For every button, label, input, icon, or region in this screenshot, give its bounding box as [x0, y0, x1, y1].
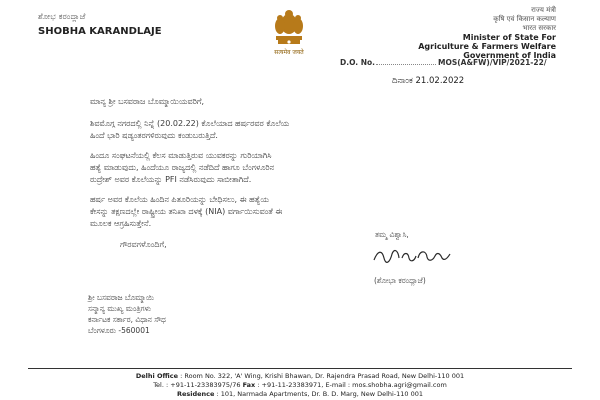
handwritten-signature: [372, 244, 452, 266]
regards: ಗೌರವಗಳೊಂದಿಗೆ,: [120, 240, 167, 249]
emblem-caption: सत्यमेव जयते: [274, 49, 304, 56]
footer-contacts: [0, 381, 600, 389]
paragraph-3-line-2: ಕೇಸನ್ನು ತಕ್ಷಣದಲ್ಲೇ ರಾಷ್ಟ್ರೀಯ ತನಿಖಾ ದಳಕ್ಕೆ (NIA) ವರ್ಗಾಯಿಸುವಂತೆ ಈ: [90, 207, 283, 216]
footer-email: E-mail : mos.shobha.agri@gmail.com: [325, 381, 447, 389]
letter-date: ದಿನಾಂಕ 21.02.2022: [392, 76, 465, 86]
footer-residence-address: : 101, Narmada Apartments, Dr. B. D. Marg, New Delhi-110 001: [216, 390, 424, 398]
footer-delhi-office: [0, 372, 600, 380]
address-line-1: ಶ್ರೀ ಬಸವರಾಜ ಬೊಮ್ಮಾಯಿ: [88, 293, 154, 302]
address-line-4: ಬೆಂಗಳೂರು -560001: [88, 326, 150, 335]
footer-residence-label: Residence: [176, 390, 215, 398]
salutation: ಮಾನ್ಯ ಶ್ರೀ ಬಸವರಾಜ ಬೊಮ್ಮಾಯಿಯವರಿಗೆ,: [90, 97, 205, 106]
footer-delhi-address: : Room No. 322, 'A' Wing, Krishi Bhawan, Dr. Rajendra Prasad Road, New Delhi-110 001: [180, 372, 465, 380]
footer-fax-label: Fax: [242, 381, 256, 389]
do-label: D.O. No.: [340, 58, 376, 67]
footer-fax: : +91-11-23383971,: [257, 381, 324, 389]
paragraph-2-line-1: ಹಿಂದೂ ಸಂಘಟನೆಯಲ್ಲಿ ಕೆಲಸ ಮಾಡುತ್ತಿರುವ ಯುವಕರನ್ನು ಗುರಿಯಾಗಿಸಿ: [90, 151, 272, 160]
do-dots: [376, 64, 436, 65]
address-line-3: ಕರ್ನಾಟಕ ಸರ್ಕಾರ, ವಿಧಾನ ಸೌಧ: [88, 315, 166, 324]
footer-tel: Tel. : +91-11-23383975/76: [153, 381, 241, 389]
footer-delhi-label: Delhi Office: [135, 372, 179, 380]
hindi-title: राज्य मंत्री: [531, 6, 556, 14]
sender-name-english: SHOBHA KARANDLAJE: [38, 26, 162, 37]
closing: ತಮ್ಮ ವಿಶ್ವಾಸಿ,: [375, 230, 409, 239]
paragraph-1-line-1: ಶಿವಮೊಗ್ಗ ನಗರದಲ್ಲಿ ನಿನ್ನೆ (20.02.22) ಕೊಲೆಯಾದ ಹರ್ಷರವರ ಕೊಲೆಯ: [90, 119, 290, 128]
govt-english: Government of India: [463, 51, 556, 60]
paragraph-2-line-3: ರುದ್ರೇಶ್ ಅವರ ಕೊಲೆಯನ್ನು PFI ನಡೆಸಿರುವುದು ಸಾಬೀತಾಗಿದೆ.: [90, 175, 252, 184]
footer-rule: [28, 368, 572, 369]
paragraph-3-line-1: ಹರ್ಷ ಅವರ ಕೊಲೆಯ ಹಿಂದಿನ ಪಿತೂರಿಯನ್ನು ಬೇಧಿಸಲು, ಈ ಹತ್ಯೆಯ: [90, 195, 269, 204]
ministry-english: Agriculture & Farmers Welfare: [418, 42, 556, 51]
title-english: Minister of State For: [462, 33, 556, 42]
paragraph-2-line-2: ಹತ್ಯೆ ಮಾಡುವುದು, ಹಿಂದೆಯೂ ರಾಜ್ಯದಲ್ಲಿ ನಡೆದಿದೆ ಹಾಗೂ ಬೆಂಗಳೂರಿನ: [90, 163, 275, 172]
hindi-govt: भारत सरकार: [522, 24, 556, 32]
national-emblem-icon: [268, 6, 310, 54]
do-number: MOS(A&FW)/VIP/2021-22/: [438, 58, 547, 67]
ministry-header: [378, 6, 556, 60]
address-line-2: ಸನ್ಮಾನ್ಯ ಮುಖ್ಯ ಮಂತ್ರಿಗಳು: [88, 304, 152, 313]
signature-name: (ಶೋಭಾ ಕರಂದ್ಲಾಜೆ): [374, 276, 426, 285]
paragraph-1-line-2: ಹಿಂದೆ ಭಾರಿ ಷಡ್ಯಂತರಗಳಿರುವುದು ಕಂಡುಬರುತ್ತಿದೆ.: [90, 131, 218, 140]
hindi-ministry: कृषि एवं किसान कल्याण: [493, 15, 556, 23]
paragraph-3-line-3: ಮೂಲಕ ಆಗ್ರಹಿಸುತ್ತೇನೆ.: [90, 219, 152, 228]
sender-name-kannada: ಶೋಭ ಕರಂದ್ಲಾಜೆ: [38, 12, 86, 21]
footer-residence: [0, 390, 600, 398]
